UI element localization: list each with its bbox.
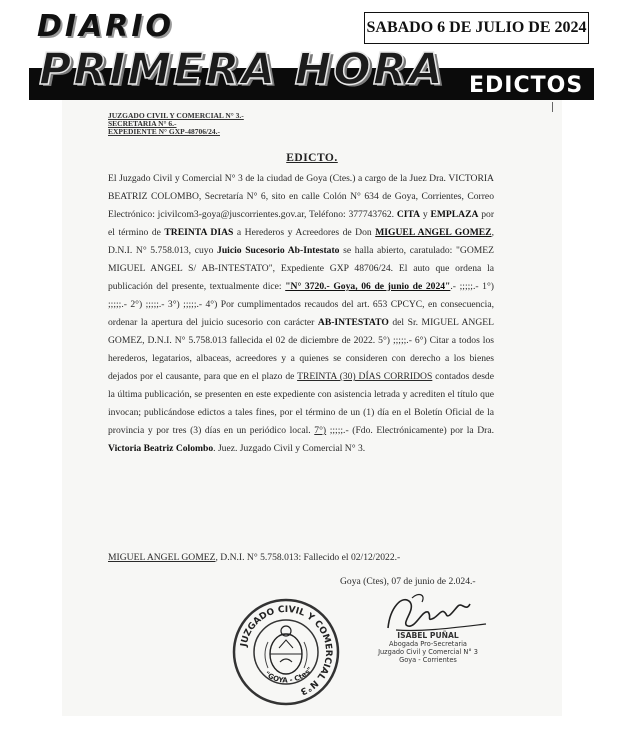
term-days: TREINTA (30) DÍAS CORRIDOS bbox=[297, 371, 433, 382]
body-treinta-dias: TREINTA DIAS bbox=[164, 227, 234, 238]
body-auto: .- ;;;;;.- 1°) ;;;;;.- 2°) ;;;;;.- 3°) ;;;;;.- 4°) Por cumplimentados recaudos del art. 653 CPCYC, en consecuencia, ordenar la apertura del juicio sucesorio con carácter bbox=[108, 281, 494, 328]
body-juicio: Juicio Sucesorio Ab-Intestato bbox=[217, 245, 340, 256]
death-details: , D.N.I. N° 5.758.013: Fallecido el 02/12/2022.- bbox=[215, 552, 401, 563]
deceased-name: MIGUEL ANGEL GOMEZ bbox=[375, 227, 492, 238]
body-y: y bbox=[420, 209, 431, 220]
body-intro: El Juzgado Civil y Comercial N° 3 de la ciudad de Goya (Ctes.) a cargo de la Juez Dra. VICTORIA BEATRIZ COLOMBO, Secretaría N° 6, sito en calle Colón N° 634 de Goya, Corrientes, Correo Electrónico: jcivilcom3-goya@juscorrientes.gov.ar, Teléfono: 377743762. bbox=[108, 173, 494, 220]
signer-city: Goya - Corrientes bbox=[399, 656, 457, 664]
death-name: MIGUEL ANGEL GOMEZ bbox=[108, 552, 216, 563]
body-citation: del Sr. MIGUEL ANGEL GOMEZ, D.N.I. N° 5.758.013 fallecida el 02 de diciembre de 2022. 5°) ;;;;;.- 6°) Citar a todos los herederos, legatarios, albaceas, acreedores y a quienes se consideren con derecho a los bienes dejados por el causante, para que en el plazo de bbox=[108, 317, 494, 382]
coat-of-arms-icon bbox=[265, 626, 307, 674]
auto-number: "N° 3720.- Goya, 06 de junio de 2024" bbox=[285, 281, 451, 292]
body-caratula: se halla abierto, caratulado: "GOMEZ MIGUEL ANGEL S/ AB-INTESTATO", Expediente GXP 48706/24. El auto que ordena la publicación del presente, textualmente dice: bbox=[108, 245, 494, 292]
case-reference bbox=[108, 112, 244, 136]
margin-mark bbox=[552, 102, 553, 112]
signer-title: Abogada Pro-Secretaria bbox=[389, 640, 467, 648]
body-cita: CITA bbox=[396, 209, 421, 220]
body-emplaza: EMPLAZA bbox=[430, 209, 479, 220]
item-seven: 7°) bbox=[314, 425, 327, 436]
signer-court: Juzgado Civil y Comercial N° 3 bbox=[378, 648, 478, 656]
ref-court: JUZGADO CIVIL Y COMERCIAL N° 3.- bbox=[108, 111, 244, 120]
signer-stamp bbox=[358, 632, 498, 664]
signer-name: ISABEL PUÑAL bbox=[397, 631, 459, 640]
judge-name: Victoria Beatriz Colombo bbox=[108, 443, 214, 454]
newspaper-masthead bbox=[29, 10, 594, 102]
place-date: Goya (Ctes), 07 de junio de 2.024.- bbox=[340, 576, 476, 587]
seal-ring-text: JUZGADO CIVIL Y COMERCIAL N°3 bbox=[239, 604, 334, 697]
document-title: EDICTO. bbox=[286, 152, 338, 164]
edict-document bbox=[62, 100, 562, 716]
body-heirs: a Herederos y Acreedores de Don bbox=[233, 227, 376, 238]
ref-file: EXPEDIENTE N° GXP-48706/24.- bbox=[108, 127, 220, 136]
body-court: . Juez. Juzgado Civil y Comercial N° 3. bbox=[213, 443, 366, 454]
svg-text:"GOYA - Ctes" bbox=[263, 666, 314, 685]
logo-primera-hora: PRIMERA HORA bbox=[39, 44, 445, 95]
body-signed: ;;;;;.- (Fdo. Electrónicamente) por la Dra. bbox=[326, 425, 495, 436]
section-label: EDICTOS bbox=[469, 73, 584, 98]
death-notice bbox=[108, 552, 400, 563]
edition-date: SABADO 6 DE JULIO DE 2024 bbox=[364, 12, 589, 44]
ref-secretary: SECRETARIA N° 6.- bbox=[108, 119, 177, 128]
edict-body bbox=[108, 170, 494, 458]
body-term: por el término de bbox=[108, 209, 495, 238]
body-publication: contados desde la última publicación, se presenten en este expediente con asistencia letrada y acrediten el título que invocan; publicándose edictos a tales fines, por el término de un (1) día en el Boletín Oficial de la provincia y por tres (3) días en un periódico local. bbox=[108, 371, 494, 436]
logo-diario: DIARIO bbox=[37, 9, 175, 44]
court-seal-icon bbox=[230, 596, 342, 708]
body-ab-intestato: AB-INTESTATO bbox=[317, 317, 389, 328]
seal-city-text: "GOYA - Ctes" bbox=[263, 665, 315, 685]
body-dni: , D.N.I. N° 5.758.013, cuyo bbox=[108, 227, 494, 256]
